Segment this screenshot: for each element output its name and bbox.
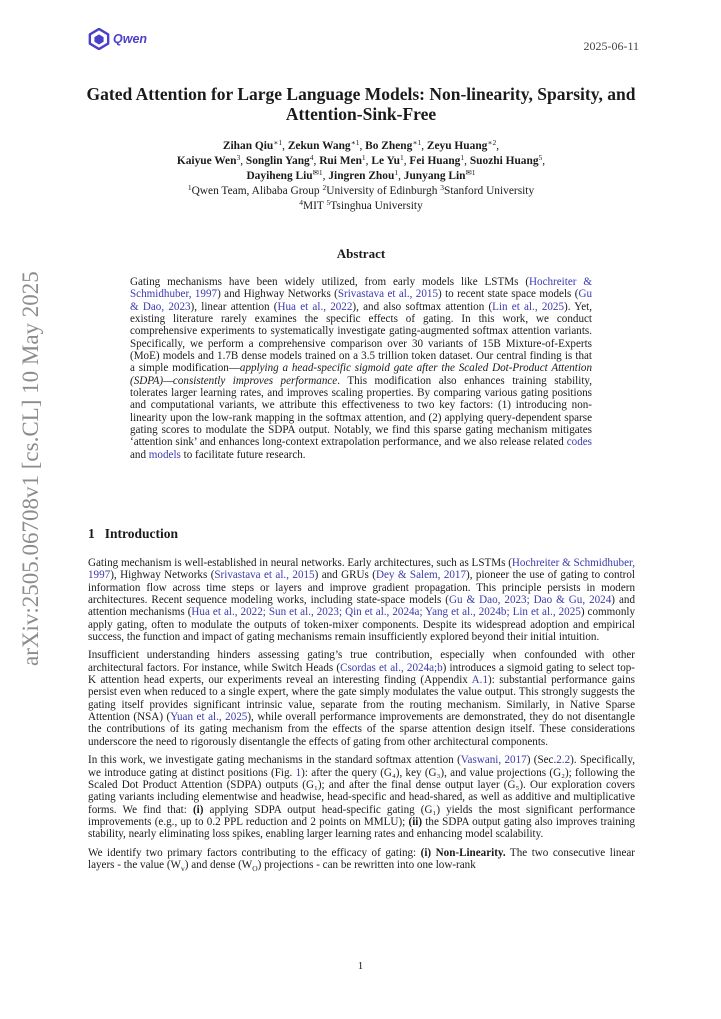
citation-link[interactable]: Gu & Dao, 2023; Dao & Gu, 2024 bbox=[448, 594, 612, 607]
citation-link[interactable]: Gu & Dao, 2023 bbox=[130, 288, 593, 313]
key-finding-italic: applying a head-specific sigmoid gate after the Scaled Dot-Product Attention (SDPA)—consistently improves performance bbox=[130, 362, 592, 387]
publication-date: 2025-06-11 bbox=[583, 39, 639, 53]
citation-link[interactable]: Hochreiter & Schmidhuber, 1997 bbox=[130, 276, 592, 301]
figure-link[interactable]: 1 bbox=[295, 766, 302, 779]
section-heading-introduction: 1 Introduction bbox=[88, 526, 179, 541]
models-link[interactable]: models bbox=[148, 448, 181, 461]
appendix-link[interactable]: A.1 bbox=[471, 674, 488, 687]
abstract-body: Gating mechanisms have been widely utilized, from early models like LSTMs (Hochreiter & Schmidhuber, 1997) and Highway Networks (Srivastava et al., 2015) to recent state space models (Gu & Dao, 2023), linear attention (Hua et al., 2022), and also softmax attention (Lin et al., 2025). Yet, existing literature rarely examines the specific effects of gating. In this work, we conduct comprehensive experiments to systematically investigate gating-augmented softmax attention variants. Specifically, we perform a comprehensive comparison over 30 variants of 15B Mixture-of-Experts (MoE) models and 1.7B dense models trained on a 3.5 trillion token dataset. Our central finding is that a simple modification—applying a head-specific sigmoid gate after the Scaled Dot-Product Attention (SDPA)—consistently improves performance. This modification also enhances training stability, tolerates larger learning rates, and improves scaling properties. By comparing various gating positions and computational variants, we attribute this effectiveness to two key factors: (1) introducing non-linearity upon the low-rank mapping in the softmax attention, and (2) applying query-dependent sparse gating scores to modulate the SDPA output. Notably, we find this sparse gating mechanism mitigates ‘attention sink’ and enhances long-context extrapolation performance, and we also release related codes and models to facilitate future research. bbox=[130, 276, 593, 461]
logo-text: Qwen bbox=[113, 32, 148, 46]
citation-link[interactable]: Srivastava et al., 2015 bbox=[214, 569, 315, 582]
author-block bbox=[80, 139, 642, 214]
intro-paragraph-3: In this work, we investigate gating mechanisms in the standard softmax attention (Vaswani, 2017) (Sec.2.2). Specifically, we introduce gating at distinct positions (Fig. 1): after the query (G₄), key (G₃), and value projections (G₂); following the Scaled Dot Product Attention (SDPA) outputs (G₁); and after the final dense output layer (G₅). Our exploration covers gating variants including elementwise and headwise, head-specific and head-shared, as well as additive and multiplicative forms. We find that: (i) applying SDPA output head-specific gating (G₁) yields the most significant performance improvements (e.g., up to 0.2 PPL reduction and 2 points on MMLU); (ii) the SDPA output gating also improves training stability, nearly eliminating loss spikes, enabling larger learning rates and enhancing model scalability. bbox=[88, 754, 635, 841]
citation-link[interactable]: Srivastava et al., 2015 bbox=[337, 288, 438, 301]
page-number: 1 bbox=[357, 960, 364, 972]
citation-link[interactable]: Dey & Salem, 2017 bbox=[375, 569, 467, 582]
citation-link[interactable]: Hua et al., 2022; Sun et al., 2023; Qin et al., 2024a; Yang et al., 2024b; Lin et al., 2025 bbox=[191, 606, 581, 619]
abstract-heading: Abstract bbox=[336, 246, 386, 261]
citation-link[interactable]: Vaswani, 2017 bbox=[460, 754, 527, 767]
citation-link[interactable]: Csordas et al., 2024a;b bbox=[340, 661, 443, 674]
paper-title: Gated Attention for Large Language Models: Non-linearity, Sparsity, and Attention-Sink-Free bbox=[86, 84, 636, 124]
intro-paragraph-1: Gating mechanism is well-established in neural networks. Early architectures, such as LSTMs (Hochreiter & Schmidhuber, 1997), Highway Networks (Srivastava et al., 2015) and GRUs (Dey & Salem, 2017), pioneer the use of gating to control information flow across time steps or layers and improve gradient propagation. This principle persists in modern architectures. Recent sequence modeling works, including state-space models (Gu & Dao, 2023; Dao & Gu, 2024) and attention mechanisms (Hua et al., 2022; Sun et al., 2023; Qin et al., 2024a; Yang et al., 2024b; Lin et al., 2025) commonly apply gating, often to modulate the outputs of token-mixer components. Despite its widespread adoption and empirical success, the function and impact of gating mechanisms remain insufficiently explored beyond their initial intuition. bbox=[88, 557, 636, 644]
codes-link[interactable]: codes bbox=[566, 436, 592, 449]
author-line-2: Kaiyue Wen$^3$, Songlin Yang$^4$, Rui Men$^1$, Le Yu$^1$, Fei Huang$^1$, Suozhi Huang$^5$, bbox=[176, 153, 546, 167]
citation-link[interactable]: Hua et al., 2022 bbox=[277, 300, 353, 313]
citation-link[interactable]: Lin et al., 2025 bbox=[492, 300, 565, 313]
affiliations-line-1: $^1$Qwen Team, Alibaba Group $^2$University of Edinburgh $^3$Stanford University bbox=[187, 183, 535, 197]
qwen-logo bbox=[88, 27, 147, 51]
section-link[interactable]: 2.2 bbox=[556, 754, 571, 767]
citation-link[interactable]: Hochreiter & Schmidhuber, 1997 bbox=[88, 557, 636, 582]
intro-paragraph-2: Insufficient understanding hinders assessing gating’s true contribution, especially when confounded with other architectural factors. For instance, while Switch Heads (Csordas et al., 2024a;b) introduces a sigmoid gating to select top-K attention head experts, our experiments reveal an interesting finding (Appendix A.1): substantial performance gains persist even when reduced to a single expert, where the gate simply modulates the value output. This strongly suggests the gating itself provides significant intrinsic value, separate from the routing mechanism. Similarly, in Native Sparse Attention (NSA) (Yuan et al., 2025), while overall performance improvements are demonstrated, they do not disentangle the contributions of its gating mechanism from the effects of the sparse attention design itself. These considerations underscore the need to rigorously disentangle the effects of gating from other architectural components. bbox=[88, 649, 635, 748]
citation-link[interactable]: Yuan et al., 2025 bbox=[170, 711, 248, 724]
author-line-1: Zihan Qiu$^{∗1}$, Zekun Wang$^{∗1}$, Bo Zheng$^{∗1}$, Zeyu Huang$^{∗2}$, bbox=[222, 138, 500, 152]
introduction-body bbox=[88, 557, 635, 881]
intro-paragraph-4: We identify two primary factors contributing to the efficacy of gating: (i) Non-Linearity. The two consecutive linear layers - the value $(W_v)$ and dense $(W_O)$ projections - can be rewritten into one low-rank bbox=[88, 846, 635, 874]
qwen-logo-icon bbox=[88, 28, 110, 50]
affiliations-line-2: $^4$MIT $^5$Tsinghua University bbox=[299, 198, 423, 212]
author-line-3: Dayiheng Liu$^{✉1}$, Jingren Zhou$^1$, Junyang Lin$^{✉1}$ bbox=[246, 168, 476, 182]
arxiv-identifier[interactable]: arXiv:2505.06708v1 [cs.CL] 10 May 2025 bbox=[18, 271, 43, 666]
